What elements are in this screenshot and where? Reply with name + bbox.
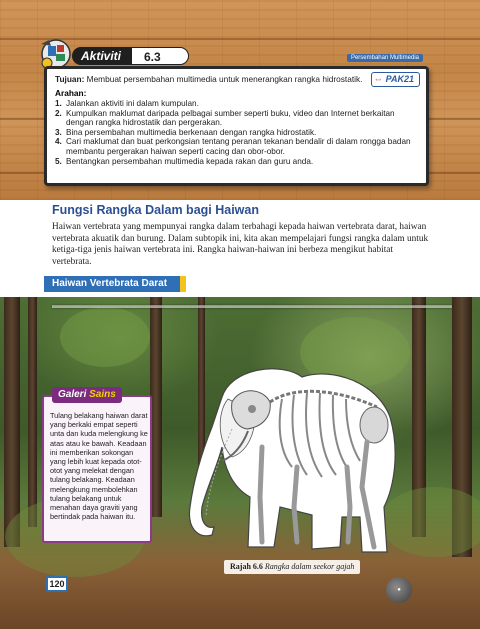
instruction-item: 2. Kumpulkan maklumat daripada pelbagai sumber seperti buku, video dan Internet berkaitan dengan rangka hidrostatik dan pergerakan. <box>55 108 395 128</box>
objective-label: Tujuan: <box>55 74 85 84</box>
instruction-item: 5. Bentangkan persembahan multimedia kepada rakan dan guru anda. <box>55 156 314 166</box>
galeri-sains-text: Tulang belakang haiwan darat yang berkaki empat seperti unta dan kuda melengkung ke atas atau ke bawah. Keadaan ini memberikan sokongan yang lebih kuat kepada otot-otot yang melekat dengan tulang belakang. Keadaan melengkung membolehkan tulang belakang untuk menahan daya graviti yang bertindak pada haiwan itu. <box>50 411 148 522</box>
page-corner-badge-icon: ● <box>386 577 412 603</box>
instructions-label: Arahan: <box>55 88 87 98</box>
objective-text: Membuat persembahan multimedia untuk menerangkan rangka hidrostatik. <box>86 74 363 84</box>
pak21-badge <box>371 72 420 87</box>
galeri-word: Galeri <box>58 389 87 400</box>
activity-label: Aktiviti <box>72 47 132 65</box>
figure-number: Rajah 6.6 <box>230 562 263 571</box>
galeri-sains-box <box>42 389 152 543</box>
figure-caption <box>224 560 360 574</box>
activity-box <box>44 66 429 186</box>
section-intro-paragraph: Haiwan vertebrata yang mempunyai rangka dalam terbahagi kepada haiwan vertebrata darat, haiwan vertebrata akuatik dan burung. Dalam subtopik ini, kita akan mempelajari fungsi rangka dalam untuk ketiga-tiga jenis haiwan vertebrata ini. Rangka haiwan-haiwan ini berbeza mengikut habitat vertebrata. <box>52 222 429 267</box>
galeri-sains-header <box>52 387 122 403</box>
sains-word: Sains <box>89 389 116 400</box>
figure-title: Rangka dalam seekor gajah <box>264 562 355 571</box>
pak21-label: PAK21 <box>385 74 414 84</box>
forest-background-image <box>0 297 480 629</box>
elephant-skeleton-illustration <box>162 357 402 562</box>
subsection-banner: Haiwan Vertebrata Darat <box>44 276 186 292</box>
instruction-list <box>55 99 418 166</box>
activity-number: 6.3 <box>131 47 189 65</box>
activity-objective <box>55 74 418 85</box>
section-title: Fungsi Rangka Dalam bagi Haiwan <box>52 203 259 217</box>
instruction-item: 3. Bina persembahan multimedia berkenaan dengan rangka hidrostatik. <box>55 127 317 137</box>
faded-forest-text: ▬▬▬▬▬▬▬▬▬▬▬▬▬▬▬▬▬▬▬▬▬▬▬▬▬▬▬▬▬▬▬▬▬▬▬▬▬▬▬▬▬▬▬ <box>52 301 452 311</box>
multimedia-tag: Persembahan Multimedia <box>347 54 423 62</box>
instruction-item: 4. Cari maklumat dan buat perkongsian tentang peranan tekanan bendalir di dalam rongga badan membantu pergerakan haiwan seperti cacing dan obor-obor. <box>55 137 411 156</box>
pak21-arrows-icon: ⇔ <box>373 74 383 84</box>
instruction-item: 1. Jalankan aktiviti ini dalam kumpulan. <box>55 99 199 108</box>
page-number: 120 <box>46 576 68 592</box>
activity-header-background <box>0 0 480 200</box>
